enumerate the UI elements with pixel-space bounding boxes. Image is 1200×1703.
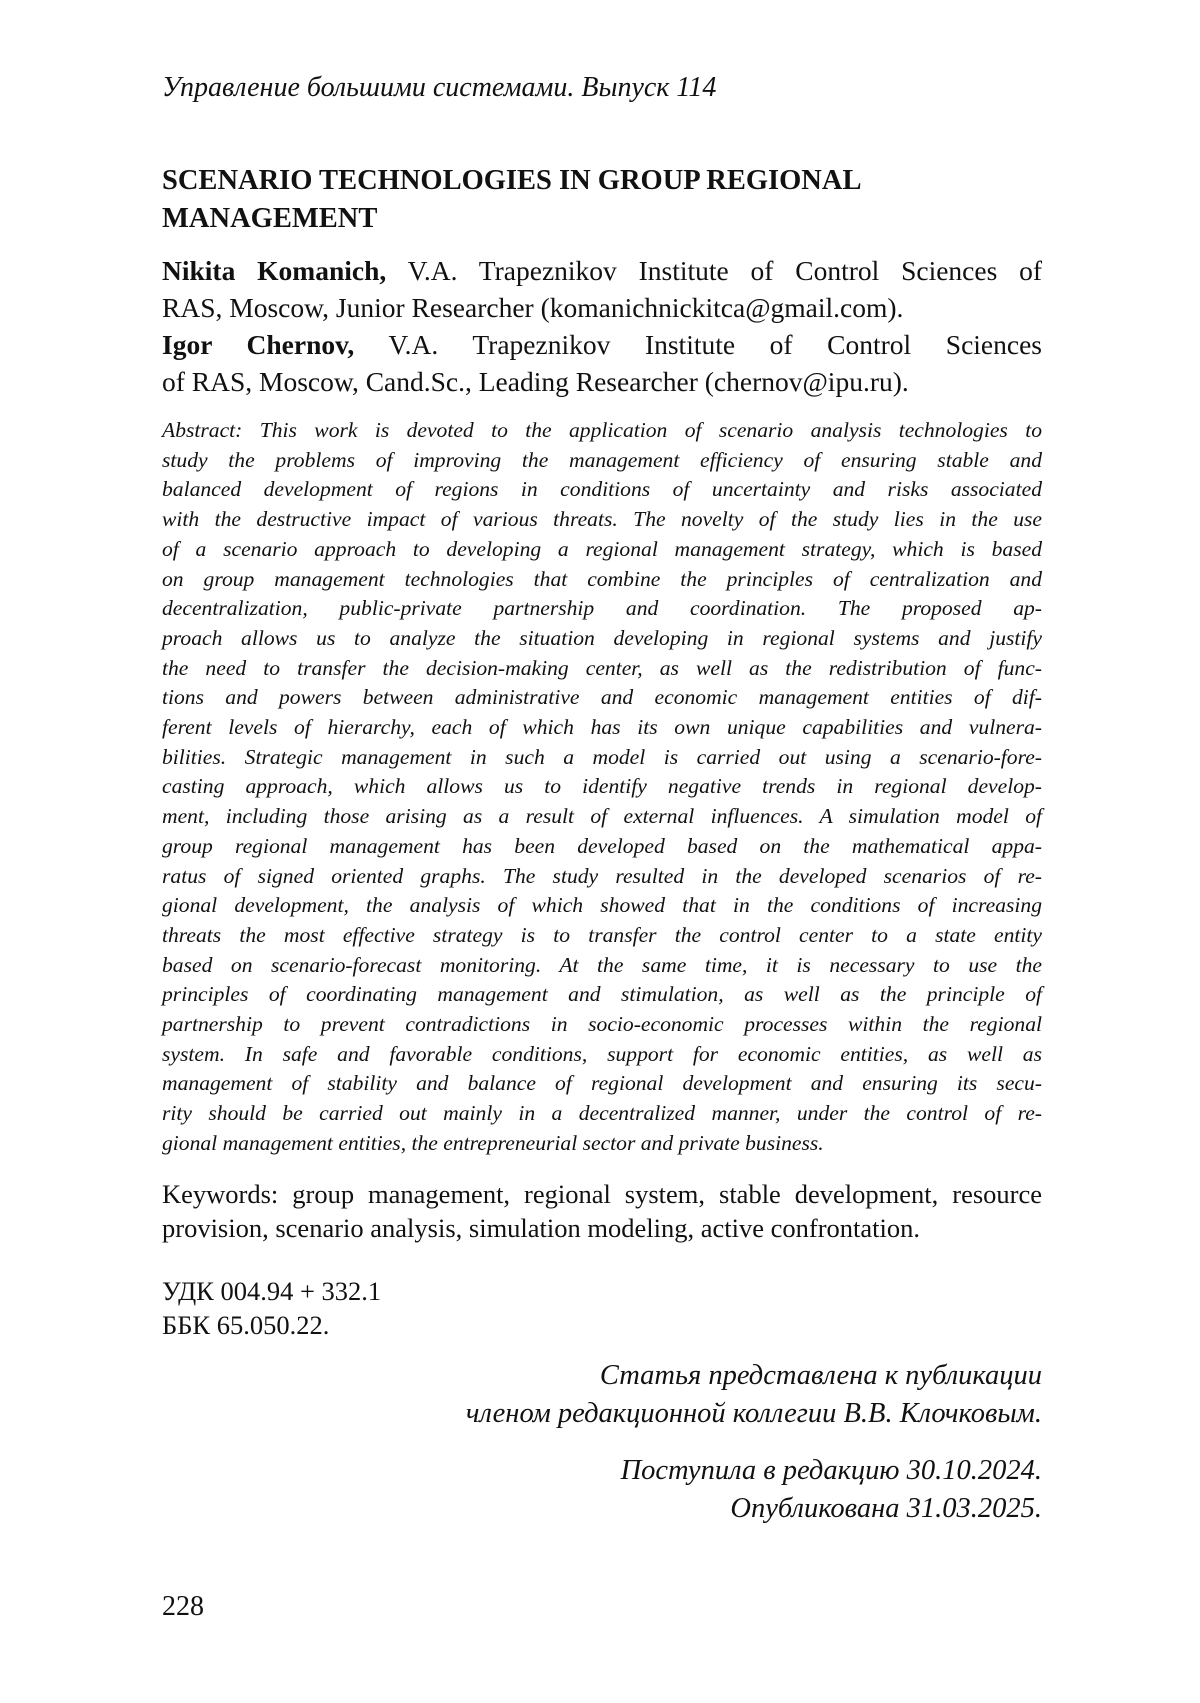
- author-2-name: Igor Chernov,: [162, 329, 354, 360]
- title-line-1: SCENARIO TECHNOLOGIES IN GROUP REGIONAL: [162, 162, 1042, 200]
- article-title: [162, 162, 1042, 238]
- received-date: Поступила в редакцию 30.10.2024.: [621, 1452, 1042, 1490]
- article-page: [162, 0, 1042, 1703]
- abstract-line: gional management entities, the entrepreneurial sector and private business.: [162, 1129, 1042, 1159]
- running-header: Управление большими системами. Выпуск 114: [162, 70, 716, 106]
- page-number: 228: [162, 1590, 204, 1624]
- publication-dates: [621, 1452, 1042, 1528]
- udc-code: УДК 004.94 + 332.1: [162, 1274, 381, 1308]
- abstract-line: the need to transfer the decision-making center, as well as the redistribution of func-: [162, 654, 1042, 684]
- abstract-line: ment, including those arising as a result of external influences. A simulation model of: [162, 802, 1042, 832]
- authors-block: [162, 252, 1042, 400]
- abstract-line: tions and powers between administrative and economic management entities of dif-: [162, 683, 1042, 713]
- keywords-line-1: Keywords: group management, regional system, stable development, resource: [162, 1177, 1042, 1211]
- author-1-name: Nikita Komanich,: [162, 255, 386, 286]
- abstract-line: gional development, the analysis of which showed that in the conditions of increasing: [162, 891, 1042, 921]
- keywords: [162, 1177, 1042, 1245]
- abstract-line: decentralization, public-private partnership and coordination. The proposed ap-: [162, 594, 1042, 624]
- abstract-line: of a scenario approach to developing a regional management strategy, which is based: [162, 535, 1042, 565]
- abstract-line: principles of coordinating management and stimulation, as well as the principle of: [162, 980, 1042, 1010]
- author-1-affiliation: V.A. Trapeznikov Institute of Control Sciences of: [386, 255, 1042, 286]
- abstract-line: on group management technologies that combine the principles of centralization and: [162, 565, 1042, 595]
- published-date: Опубликована 31.03.2025.: [621, 1490, 1042, 1528]
- classification-codes: [162, 1274, 381, 1342]
- author-1-line-2: RAS, Moscow, Junior Researcher (komanichnickitca@gmail.com).: [162, 289, 1042, 326]
- author-2-line-1: [162, 326, 1042, 363]
- abstract-line: threats the most effective strategy is to transfer the control center to a state entity: [162, 921, 1042, 951]
- presented-line-1: Статья представлена к публикации: [466, 1357, 1042, 1395]
- bbk-code: ББК 65.050.22.: [162, 1308, 381, 1342]
- abstract-line: casting approach, which allows us to identify negative trends in regional develop-: [162, 772, 1042, 802]
- abstract-line: proach allows us to analyze the situation developing in regional systems and justify: [162, 624, 1042, 654]
- abstract-line: partnership to prevent contradictions in socio-economic processes within the regional: [162, 1010, 1042, 1040]
- abstract-line: group regional management has been developed based on the mathematical appa-: [162, 832, 1042, 862]
- abstract-line: system. In safe and favorable conditions, support for economic entities, as well as: [162, 1040, 1042, 1070]
- presented-line-2: членом редакционной коллегии В.В. Клочковым.: [466, 1395, 1042, 1433]
- author-1-line-1: [162, 252, 1042, 289]
- abstract-line: balanced development of regions in conditions of uncertainty and risks associated: [162, 475, 1042, 505]
- abstract-line: based on scenario-forecast monitoring. At the same time, it is necessary to use the: [162, 951, 1042, 981]
- abstract-line: bilities. Strategic management in such a model is carried out using a scenario-fore-: [162, 743, 1042, 773]
- author-2-affiliation: V.A. Trapeznikov Institute of Control Sciences: [354, 329, 1042, 360]
- abstract-line: with the destructive impact of various threats. The novelty of the study lies in the use: [162, 505, 1042, 535]
- keywords-line-2: provision, scenario analysis, simulation modeling, active confrontation.: [162, 1211, 1042, 1245]
- abstract-line: study the problems of improving the management efficiency of ensuring stable and: [162, 446, 1042, 476]
- abstract-line: rity should be carried out mainly in a decentralized manner, under the control of re-: [162, 1099, 1042, 1129]
- title-line-2: MANAGEMENT: [162, 200, 1042, 238]
- abstract: [162, 416, 1042, 1159]
- abstract-line: Abstract: This work is devoted to the application of scenario analysis technologies to: [162, 416, 1042, 446]
- abstract-line: management of stability and balance of regional development and ensuring its secu-: [162, 1069, 1042, 1099]
- abstract-line: ferent levels of hierarchy, each of which has its own unique capabilities and vulnera-: [162, 713, 1042, 743]
- abstract-line: ratus of signed oriented graphs. The study resulted in the developed scenarios of re-: [162, 862, 1042, 892]
- presented-note: [466, 1357, 1042, 1433]
- author-2-line-2: of RAS, Moscow, Cand.Sc., Leading Researcher (chernov@ipu.ru).: [162, 363, 1042, 400]
